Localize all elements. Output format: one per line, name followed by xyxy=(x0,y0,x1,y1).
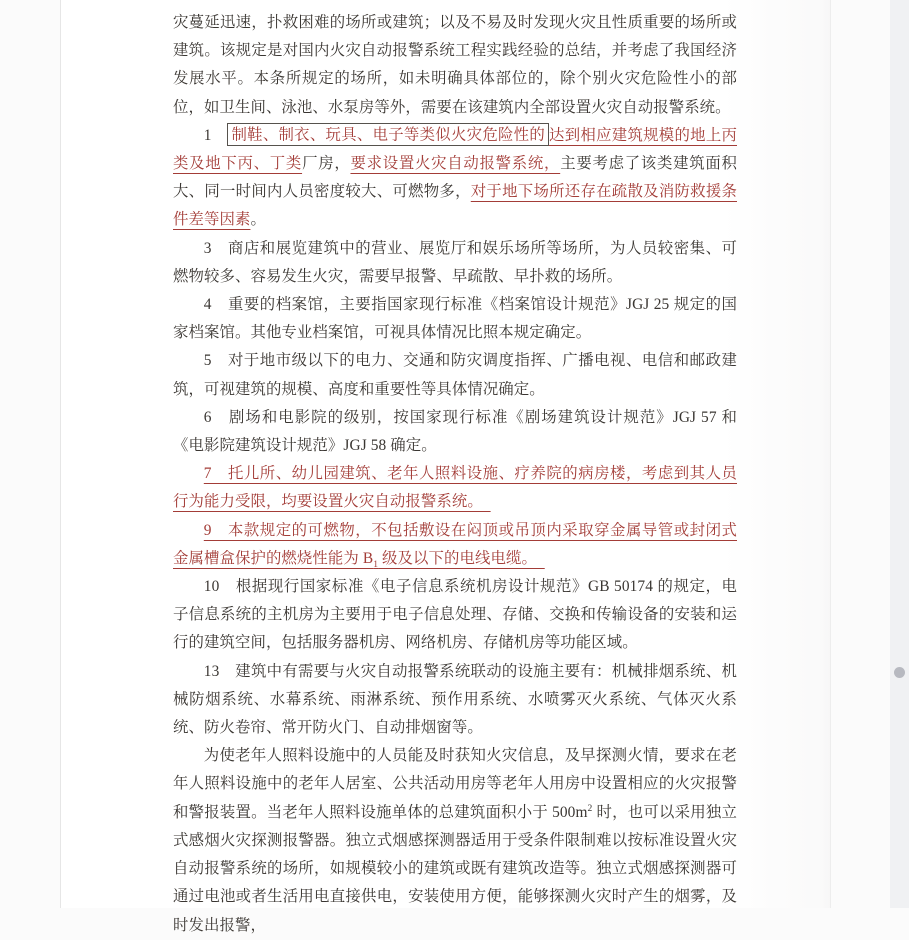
body-text: 3 商店和展览建筑中的营业、展览厅和娱乐场所等场所，为人员较密集、可燃物较多、容易发生火灾，需要早报警、早疏散、早扑救的场所。 xyxy=(173,239,737,285)
document-page xyxy=(60,0,831,934)
revision-red-text: 要求设置火灾自动报警系统， xyxy=(350,155,561,173)
body-text: 为使老年人照料设施中的人员能及时获知火灾信息，及早探测火情，要求在老年人照料设施中的老年人居室、公共活动用房等老年人用房中设置相应的火灾报警和警报装置。当老年人照料设施单体的总建筑面积小于 500m xyxy=(173,747,737,821)
body-text: 13 建筑中有需要与火灾自动报警系统联动的设施主要有：机械排烟系统、机械防烟系统、水幕系统、雨淋系统、预作用系统、水喷雾灭火系统、气体灭火系统、防火卷帘、常开防火门、自动排烟窗等。 xyxy=(173,662,737,737)
body-text: 厂房， xyxy=(302,155,351,173)
paragraph xyxy=(173,742,737,939)
paragraph xyxy=(173,573,737,658)
paragraph xyxy=(173,658,737,743)
superscript-text: 2 xyxy=(587,802,593,814)
subscript-text: 1 xyxy=(373,558,379,570)
revision-red-text: 达到相应建筑规模的地上丙类及地下丙、丁类 xyxy=(173,126,737,173)
paragraph xyxy=(173,9,737,122)
document-page-content xyxy=(173,0,737,940)
body-text: 6 剧场和电影院的级别，按国家现行标准《剧场建筑设计规范》JGJ 57 和《电影院建筑设计规范》JGJ 58 确定。 xyxy=(173,408,737,455)
body-text: 1 xyxy=(203,126,228,144)
scrollbar-thumb[interactable] xyxy=(894,667,905,678)
body-text: 。 xyxy=(250,211,266,229)
scrollbar-track[interactable] xyxy=(890,0,909,908)
body-text: 4 重要的档案馆，主要指国家现行标准《档案馆设计规范》JGJ 25 规定的国家档案馆。其他专业档案馆，可视具体情况比照本规定确定。 xyxy=(173,296,737,342)
paragraph xyxy=(173,122,737,235)
revision-red-text: 9 本款规定的可燃物，不包括敷设在闷顶或吊顶内采取穿金属导管或封闭式金属槽盒保护的燃烧性能为 B xyxy=(173,521,737,567)
revision-red-text: 对于地下场所还存在疏散及消防救援条件差等因素 xyxy=(173,183,737,229)
body-text: 主要考虑了该类建筑面积大、同一时间内人员密度较大、可燃物多， xyxy=(173,155,737,201)
selection-box-text: 制鞋、制衣、玩具、电子等类似火灾危险性的 xyxy=(227,123,549,146)
paragraph xyxy=(173,517,737,573)
revision-red-text: 7 托儿所、幼儿园建筑、老年人照料设施、疗养院的病房楼，考虑到其人员行为能力受限，均要设置火灾自动报警系统。 xyxy=(173,465,737,511)
body-text: 时，也可以采用独立式感烟火灾探测报警器。独立式烟感探测器适用于受条件限制难以按标准设置火灾自动报警系统的场所，如规模较小的建筑或既有建筑改造等。独立式烟感探测器可通过电池或者生活用电直接供电，安装使用方便，能够探测火灾时产生的烟雾，及时发出报警， xyxy=(173,803,737,934)
revision-red-text: 级及以下的电线电缆。 xyxy=(378,549,545,567)
paragraph xyxy=(173,291,737,347)
paragraph xyxy=(173,235,737,291)
paragraph xyxy=(173,404,737,460)
body-text: 灾蔓延迅速，扑救困难的场所或建筑；以及不易及时发现火灾且性质重要的场所或建筑。该规定是对国内火灾自动报警系统工程实践经验的总结，并考虑了我国经济发展水平。本条所规定的场所，如未明确具体部位的，除个别火灾危险性小的部位，如卫生间、泳池、水泵房等外，需要在该建筑内全部设置火灾自动报警系统。 xyxy=(173,14,737,116)
paragraph xyxy=(173,347,737,403)
paragraph xyxy=(173,460,737,516)
body-text: 10 根据现行国家标准《电子信息系统机房设计规范》GB 50174 的规定，电子信息系统的主机房为主要用于电子信息处理、存储、交换和传输设备的安装和运行的建筑空间，包括服务器机房、网络机房、存储机房等功能区域。 xyxy=(173,578,737,652)
body-text: 5 对于地市级以下的电力、交通和防灾调度指挥、广播电视、电信和邮政建筑，可视建筑的规模、高度和重要性等具体情况确定。 xyxy=(173,352,737,398)
